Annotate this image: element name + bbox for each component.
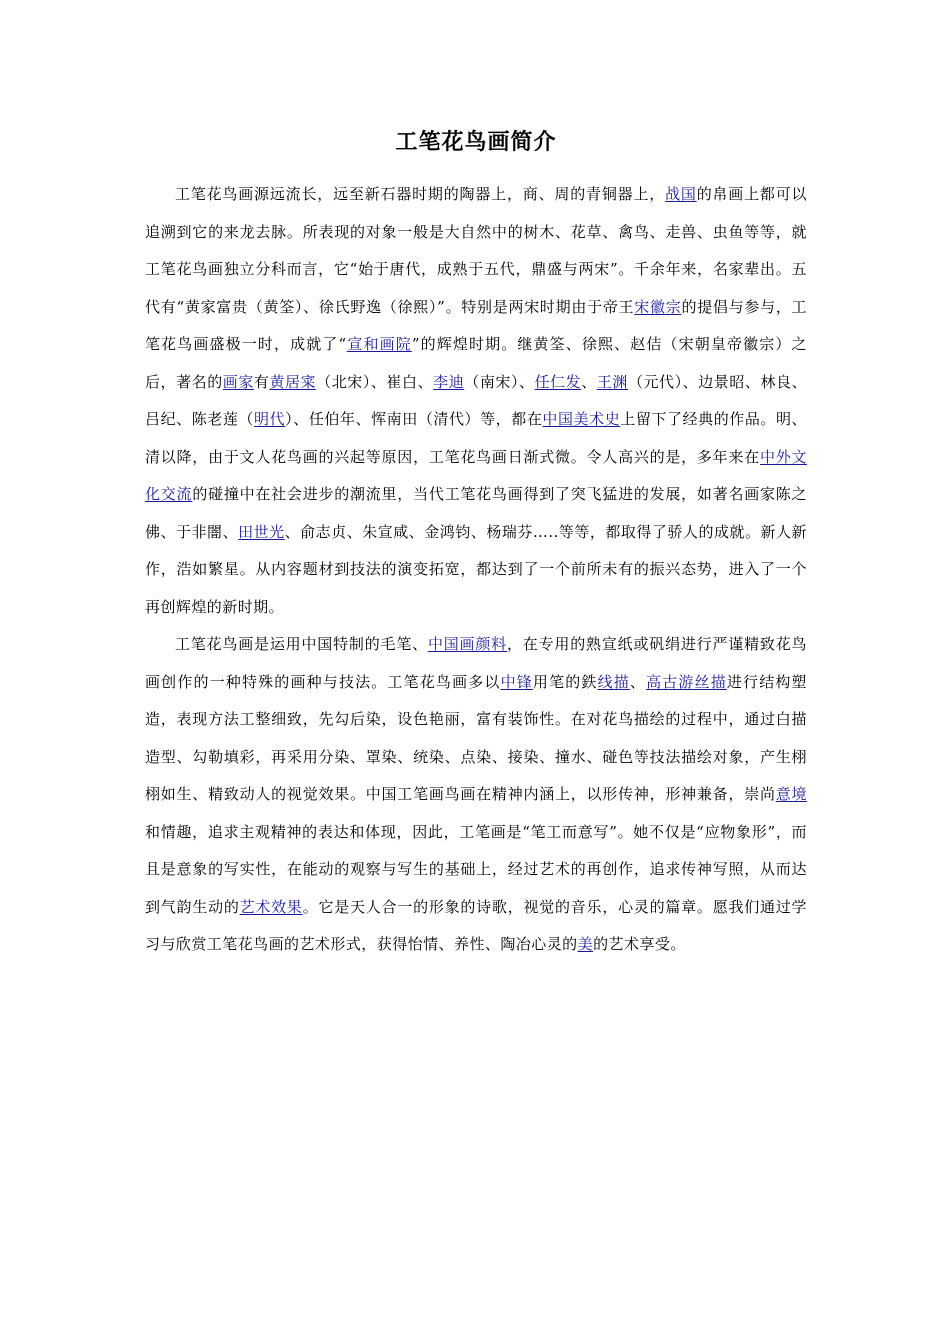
document-title: 工笔花鸟画简介 — [395, 129, 557, 155]
article-body — [145, 176, 807, 964]
text-run: ，在专用的熟宣纸或矾绢进行严谨精致花鸟画创作的一种特殊的画种与技法。工笔花鸟画多以 — [145, 635, 807, 691]
inline-link[interactable]: 艺术效果 — [239, 897, 303, 916]
text-run: （北宋）、崔白、 — [316, 372, 434, 391]
inline-link[interactable]: 宣和画院 — [346, 335, 412, 353]
text-run: 进行结构塑造，表现方法工整细致，先勾后染，设色艳丽，富有装饰性。在对花鸟描绘的过程中，通过白描造型、勾勒填彩，再采用分染、罩染、统染、点染、接染、撞水、碰色等技法描绘对象，产生栩栩如生、精致动人的视觉效果。中国工笔画鸟画在精神内涵上，以形传神，形神兼备，崇尚 — [145, 672, 807, 803]
inline-link[interactable]: 宋徽宗 — [634, 297, 682, 316]
inline-link[interactable]: 中外文化交流 — [145, 447, 807, 503]
text-run: 的艺术享受。 — [593, 935, 686, 953]
text-run: 用笔的鉄 — [532, 672, 598, 691]
inline-link[interactable]: 战国 — [665, 185, 697, 203]
text-run: 有 — [253, 372, 270, 391]
inline-link[interactable]: 中国美术史 — [542, 410, 621, 428]
text-run: 上留下了经典的作品。明、清以降，由于文人花鸟画的兴起等原因，工笔花鸟画日渐式微。令人高兴的是，多年来在 — [145, 410, 808, 466]
text-run: 的碰撞中在社会进步的潮流里，当代工笔花鸟画得到了突飞猛进的发展，如著名画家陈之佛、于非闇、 — [145, 485, 807, 541]
inline-link[interactable]: 黄居寀 — [269, 372, 317, 391]
text-run: （南宋）、 — [464, 372, 535, 391]
text-run: 的帛画上都可以追溯到它的来龙去脉。所表现的对象一般是大自然中的树木、花草、禽鸟、走兽、虫鱼等等，就工笔花鸟画独立分科而言，它“始于唐代，成熟于五代，鼎盛与两宋”。千余年来，名家辈出。五代有“黄家富贵（黄筌）、徐氏野逸（徐熙）”。特别是两宋时期由于帝王 — [145, 185, 807, 316]
paragraph-2 — [145, 626, 807, 964]
inline-link[interactable]: 画家 — [222, 372, 254, 391]
text-run: 、 — [581, 372, 597, 391]
text-run: （元代）、边景昭、林良、吕纪、陈老莲（ — [145, 372, 808, 428]
inline-link[interactable]: 田世光 — [238, 522, 285, 541]
inline-link[interactable]: 王渊 — [596, 372, 628, 391]
inline-link[interactable]: 美 — [577, 935, 594, 953]
text-run: 工笔花鸟画是运用中国特制的毛笔、 — [175, 635, 428, 653]
inline-link[interactable]: 明代 — [254, 410, 286, 428]
text-run: 工笔花鸟画源远流长，远至新石器时期的陶器上，商、周的青铜器上， — [175, 185, 666, 203]
text-run: ）、任伯年、恽南田（清代）等，都在 — [285, 410, 543, 428]
text-run: 的提倡与参与，工笔花鸟画盛极一时，成就了“ — [145, 297, 807, 353]
text-run: 、 — [629, 672, 647, 691]
inline-link[interactable]: 中锋 — [500, 672, 533, 691]
text-run: 。它是天人合一的形象的诗歌，视觉的音乐，心灵的篇章。愿我们通过学习与欣赏工笔花鸟画的艺术形式，获得怡情、养性、陶冶心灵的 — [145, 897, 807, 953]
text-run: ”的辉煌时期。继黄筌、徐熙、赵佶（宋朝皇帝徽宗）之后，著名的 — [145, 335, 807, 391]
inline-link[interactable]: 意境 — [775, 785, 807, 803]
inline-link[interactable]: 任仁发 — [534, 372, 582, 391]
inline-link[interactable]: 线描 — [597, 672, 630, 691]
inline-link[interactable]: 中国画颜料 — [427, 635, 507, 653]
text-run: 、俞志贞、朱宣咸、金鸿钧、杨瑞芬…..等等，都取得了骄人的成就。新人新作，浩如繁星。从内容题材到技法的演变拓宽，都达到了一个前所未有的振兴态势，进入了一个再创辉煌的新时期。 — [145, 522, 807, 616]
inline-link[interactable]: 李迪 — [433, 372, 465, 391]
text-run: 和情趣，追求主观精神的表达和体现，因此，工笔画是“笔工而意写”。她不仅是“应物象形”，而且是意象的写实性，在能动的观察与写生的基础上，经过艺术的再创作，追求传神写照，从而达到气韵生动的 — [145, 822, 807, 916]
paragraph-1 — [145, 176, 807, 626]
inline-link[interactable]: 高古游丝描 — [646, 672, 727, 691]
